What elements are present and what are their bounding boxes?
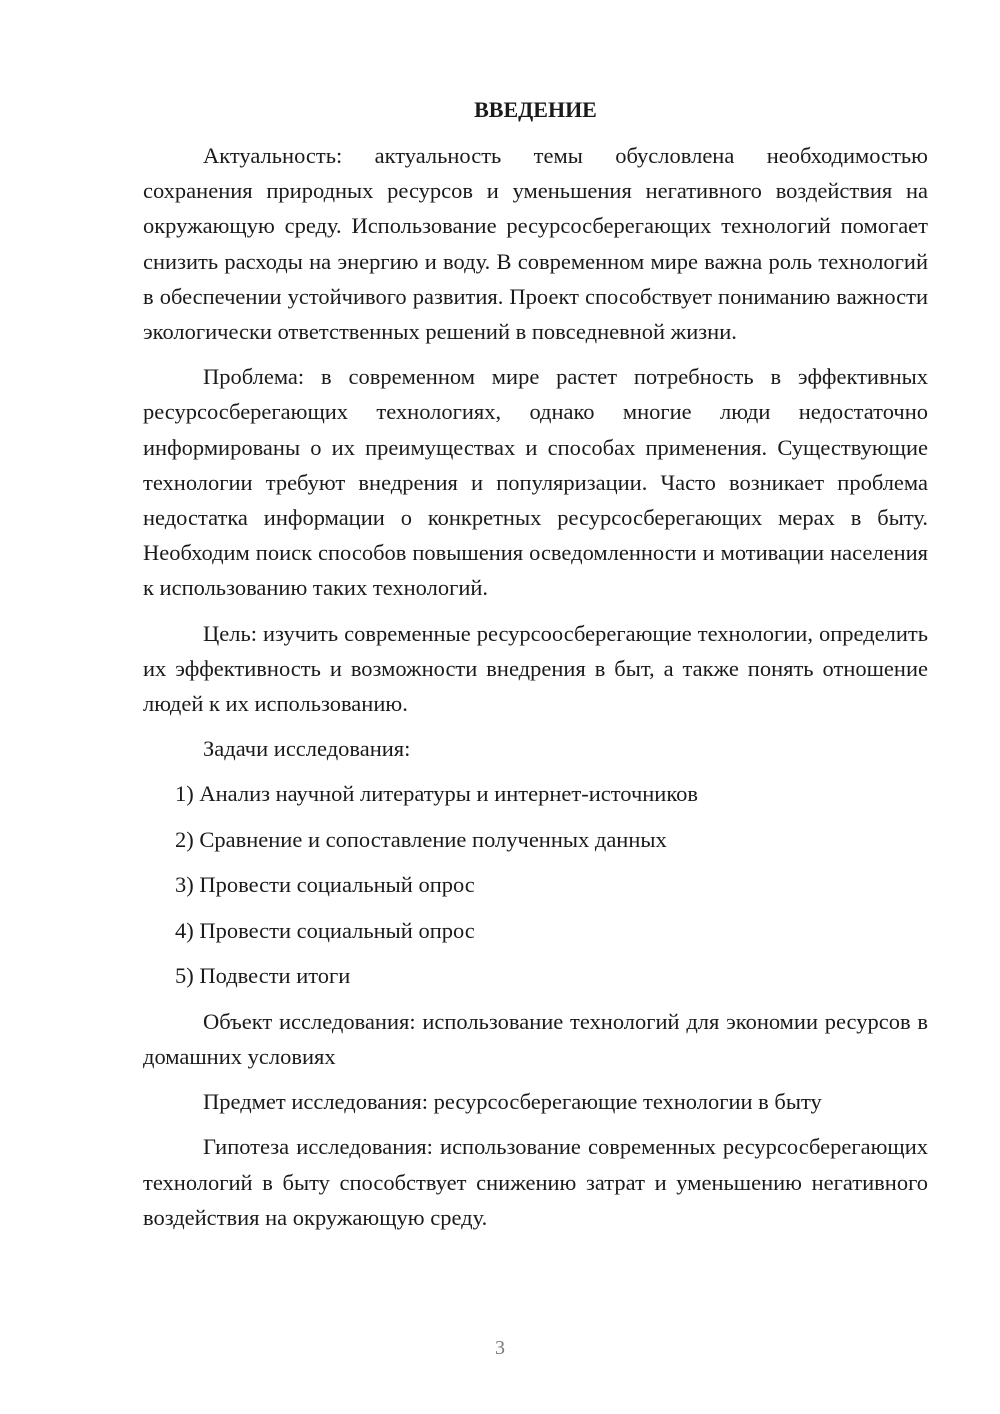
page-number: 3 (495, 1337, 505, 1359)
paragraph-relevance: Актуальность: актуальность темы обусловлена необходимостью сохранения природных ресурсов и уменьшения негативного воздействия на окружающую среду. Использование ресурсосберегающих технологий помогает снизить расходы на энергию и воду. В современном мире важна роль технологий в обеспечении устойчивого развития. Проект способствует пониманию важности экологически ответственных решений в повседневной жизни. (143, 143, 928, 345)
task-item: 5) Подвести итоги (175, 963, 351, 989)
task-item: 3) Провести социальный опрос (175, 872, 475, 898)
page-title: ВВЕДЕНИЕ (474, 97, 597, 122)
paragraph-goal: Цель: изучить современные ресурсоосберегающие технологии, определить их эффективность и возможности внедрения в быт, а также понять отношение людей к их использованию. (143, 620, 928, 717)
page-content (143, 94, 928, 1245)
paragraph-subject: Предмет исследования: ресурсосберегающие технологии в быту (203, 1089, 822, 1115)
tasks-list (143, 776, 928, 993)
tasks-heading: Задачи исследования: (203, 736, 411, 762)
paragraph-object: Объект исследования: использование технологий для экономии ресурсов в домашних условиях (143, 1008, 928, 1069)
paragraph-hypothesis: Гипотеза исследования: использование современных ресурсосберегающих технологий в быту способствует снижению затрат и уменьшению негативного воздействия на окружающую среду. (143, 1134, 928, 1230)
paragraph-problem: Проблема: в современном мире растет потребность в эффективных ресурсосберегающих технологиях, однако многие люди недостаточно информированы о их преимуществах и способах применения. Существующие технологии требуют внедрения и популяризации. Часто возникает проблема недостатка информации о конкретных ресурсосберегающих мерах в быту. Необходим поиск способов повышения осведомленности и мотивации населения к использованию таких технологий. (143, 364, 928, 601)
task-item: 1) Анализ научной литературы и интернет-источников (175, 781, 699, 807)
task-item: 4) Провести социальный опрос (175, 917, 475, 943)
task-item: 2) Сравнение и сопоставление полученных данных (175, 826, 667, 852)
